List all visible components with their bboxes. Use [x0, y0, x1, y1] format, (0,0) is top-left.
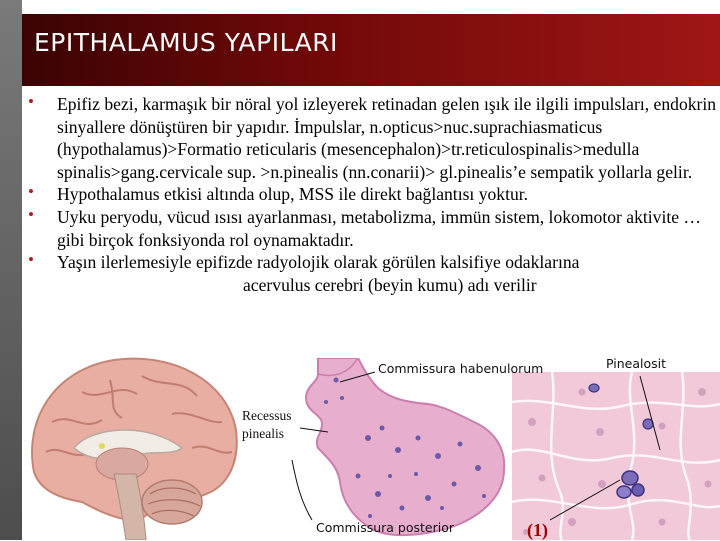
figure-number: (1)	[527, 520, 548, 540]
bullet-item: • Uyku peryodu, vücud ısısı ayarlanması, metabolizma, immün sistem, lokomotor aktivite … gibi birçok fonksiyonda rol oynamaktadır.	[28, 204, 702, 250]
brain-sagittal-illustration	[22, 352, 240, 540]
bullet-icon: •	[28, 204, 34, 224]
pineal-section-illustration	[278, 358, 510, 540]
label-pinealis: pinealis	[242, 426, 284, 441]
title-bar	[22, 14, 720, 86]
left-decorative-strip	[0, 0, 22, 540]
label-commissura-posterior: Commissura posterior	[316, 520, 455, 535]
pineal-marker	[99, 443, 105, 449]
label-commissura-habenulorum: Commissura habenulorum	[378, 361, 544, 376]
bullet-item: • Yaşın ilerlemesiyle epifizde radyolojik olarak görülen kalsifiye odaklarına acervulus cerebri (beyin kumu) adı verilir	[28, 250, 580, 295]
bullet-icon: •	[28, 92, 34, 111]
label-recessus: Recessus	[242, 408, 292, 423]
histology-micrograph	[512, 372, 720, 540]
bullet-icon: •	[28, 182, 34, 202]
bullet-item: • Hypothalamus etkisi altında olup, MSS ile direkt bağlantısı yoktur.	[28, 182, 529, 205]
bullet-icon: •	[28, 250, 34, 270]
label-pinealosit: Pinealosit	[606, 356, 667, 371]
bullet-list	[26, 93, 718, 296]
slide-title: EPITHALAMUS YAPILARI	[34, 28, 338, 57]
bullet-item: • Epifiz bezi, karmaşık bir nöral yol izleyerek retinadan gelen ışık ile ilgili impulsları, endokrin sinyallere dönüştüren bir yapıdır. İmpulslar, n.opticus>nuc.suprachiasmaticus (hypothalamus)>Formatio reticularis (mesencephalon)>tr.reticulospinalis>medulla spinalis>gang.cervicale sup. >n.pinealis (nn.conarii)> gl.pinealis’e sempatik yollarla gelir.	[28, 92, 717, 182]
